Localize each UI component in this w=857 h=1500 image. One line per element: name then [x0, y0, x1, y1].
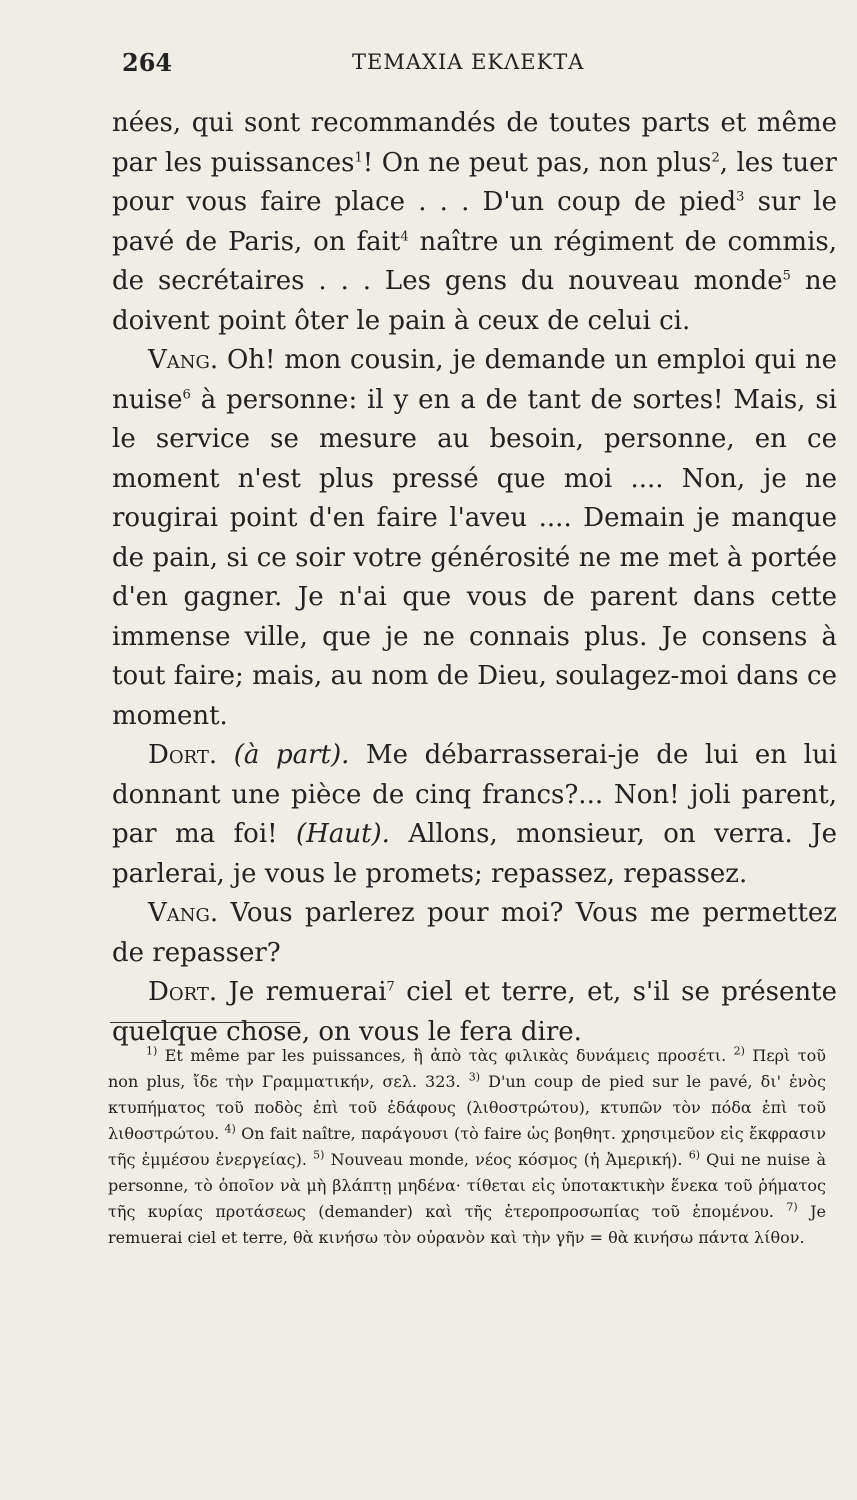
speaker-name: Dort. [148, 740, 218, 770]
note-ref-1: 1 [354, 149, 363, 165]
note-ref-7: 7 [386, 979, 395, 995]
footnote-text: D'un coup de pied sur le pavé, δι' ἑνὸς κτυπήματος τοῦ ποδὸς ἐπὶ τοῦ ἐδάφους (λιθοστρώτου), κτυπῶν τὸν πόδα ἐπὶ τοῦ λιθοστρώτου. [108, 1072, 826, 1143]
running-title: ΤΕΜΑΧΙΑ ΕΚΛΕΚΤΑ [352, 50, 585, 74]
footnote-text: On fait naître, παράγουσι (τὸ faire ὡς βοηθητ. χρησιμεῦον εἰς ἔκφρασιν τῆς ἐμμέσου ἐνεργείας). [108, 1124, 826, 1169]
footnote-text: Nouveau monde, νέος κόσμος (ἡ Ἀμερική). [324, 1150, 689, 1169]
stage-direction: (Haut). [296, 819, 390, 849]
footnote-mark: 1) [146, 1044, 158, 1058]
paragraph-5: Dort. Je remuerai$^7$ ciel et terre, et, s'il se présente quelque chose, on vous le fera dire. [112, 977, 837, 1047]
footnote-mark: 7) [786, 1200, 798, 1214]
paragraph-1: nées, qui sont recommandés de toutes parts et même par les puissances$^1$! On ne peut pas, non plus$^2$, les tuer pour vous faire place . . . D'un coup de pied$^3$ sur le pavé de Paris, on fait$^4$ naître un régiment de commis, de secrétaires . . . Les gens du nouveau monde$^5$ ne doivent point ôter le pain à ceux de celui ci. [112, 108, 837, 336]
speaker-name: Vang. [148, 898, 219, 928]
page-header [122, 48, 834, 88]
note-ref-3: 3 [736, 189, 745, 205]
footnote-text: Je remuerai ciel et terre, θὰ κινήσω τὸν οὐρανὸν καὶ τὴν γῆν = θὰ κινήσω πάντα λίθον. [108, 1202, 827, 1247]
footnotes [108, 1043, 826, 1251]
note-ref-6: 6 [182, 386, 191, 402]
footnote-mark: 2) [733, 1044, 745, 1058]
main-text [112, 104, 837, 1052]
footnote-text: Περὶ τοῦ non plus, ἴδε τὴν Γραμματικήν, σελ. 323. [108, 1046, 826, 1091]
footnote-mark: 4) [224, 1122, 236, 1136]
footnote-text: Qui ne nuise à personne, τὸ ὁποῖον νὰ μὴ βλάπτῃ μηδένα· τίθεται εἰς ὑποτακτικὴν ἕνεκα τοῦ ῥήματος τῆς κυρίας προτάσεως (demander) καὶ τῆς ἑτεροπροσωπίας τοῦ ἑπομένου. [108, 1150, 826, 1221]
paragraph-4: Vang. Vous parlerez pour moi? Vous me permettez de repasser? [112, 898, 837, 968]
paragraph-2: Vang. Oh! mon cousin, je demande un emploi qui ne nuise$^6$ à personne: il y en a de tant de sortes! Mais, si le service se mesure au besoin, personne, en ce moment n'est plus pressé que moi .... Non, je ne rougirai point d'en faire l'aveu .... Demain je manque de pain, si ce soir votre générosité ne me met à portée d'en gagner. Je n'ai que vous de parent dans cette immense ville, que je ne connais plus. Je consens à tout faire; mais, au nom de Dieu, soulagez-moi dans ce moment. [112, 345, 837, 731]
paragraph-3: Dort. (à part). Me débarrasserai-je de lui en lui donnant une pièce de cinq francs?... Non! joli parent, par ma foi! (Haut). Allons, monsieur, on verra. Je parlerai, je vous le promets; repassez, repassez. [112, 740, 838, 889]
note-ref-2: 2 [711, 149, 720, 165]
footnote-mark: 3) [468, 1070, 481, 1084]
page-number: 264 [122, 48, 173, 77]
footnote-mark: 5) [313, 1148, 325, 1162]
stage-direction: (à part). [233, 740, 350, 770]
footnote-block [108, 1043, 826, 1251]
footnote-rule [110, 1022, 300, 1023]
note-ref-4: 4 [400, 228, 409, 244]
speaker-name: Dort. [148, 977, 218, 1007]
footnote-text: Et même par les puissances, ἢ ἀπὸ τὰς φιλικὰς δυνάμεις προσέτι. [157, 1046, 734, 1065]
footnote-mark: 6) [688, 1148, 700, 1162]
speaker-name: Vang. [148, 345, 219, 375]
note-ref-5: 5 [782, 268, 791, 284]
